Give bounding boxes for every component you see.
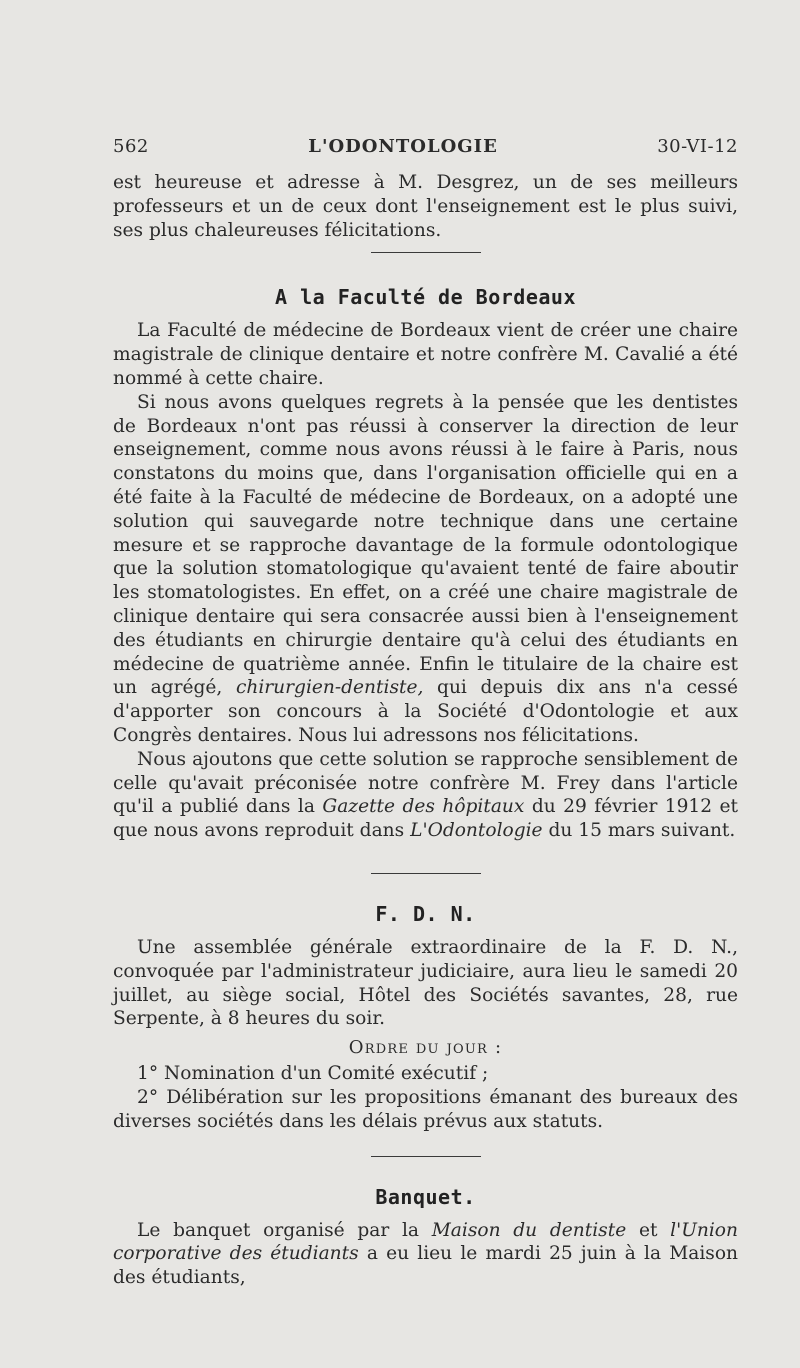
ordre-du-jour-heading: Ordre du jour : [348, 1037, 503, 1059]
banquet-italic-union: l'Union corporative des étudiants [113, 1219, 738, 1265]
bordeaux-p2-italic: chirurgien-dentiste, [235, 677, 424, 699]
bordeaux-p3-text-b: du 29 février 1912 et que nous avons reproduit dans [113, 796, 738, 842]
agenda-item-2: 2° Délibération sur les propositions émanant des bureaux des diverses sociétés dans les délais prévus aux statuts. [113, 1086, 738, 1132]
heading-bordeaux: A la Faculté de Bordeaux [275, 285, 576, 310]
banquet-text-a: Le banquet organisé par la [137, 1219, 420, 1241]
banquet-paragraph [113, 1219, 738, 1290]
bordeaux-p2-text-b: qui depuis dix ans n'a cessé d'apporter son concours à la Société d'Odontologie et aux Congrès dentaires. Nous lui adressons nos félicitations. [113, 677, 738, 746]
bordeaux-p2-text-a: Si nous avons quelques regrets à la pensée que les dentistes de Bordeaux n'ont pas réussi à conserver la direction de leur enseignement, comme nous avons réussi à le faire à Paris, nous constatons du moins que, dans l'organisation officielle qui en a été faite à la Faculté de médecine de Bordeaux, on a adopté une solution qui sauvegarde notre technique dans une certaine mesure et se rapproche davantage de la formule odontologique que la solution stomatologique qu'avaient tenté de faire aboutir les stomatologistes. En effet, on a créé une chaire magistrale de clinique dentaire qui sera consacrée aussi bien à l'enseignement des étudiants en chirurgie dentaire qu'à celui des étudiants en médecine de quatrième année. Enfin le titulaire de la chaire est un agrégé, [113, 391, 738, 699]
running-header [113, 136, 738, 157]
bordeaux-paragraph-3 [113, 748, 738, 843]
heading-fdn: F. D. N. [375, 901, 476, 926]
fdn-paragraph: Une assemblée générale extraordinaire de la F. D. N., convoquée par l'administrateur judiciaire, aura lieu le samedi 20 juillet, au siège social, Hôtel des Sociétés savantes, 28, rue Serpente, à 8 heures du soir. [113, 936, 738, 1030]
bordeaux-p3-text-c: du 15 mars suivant. [548, 820, 736, 842]
agenda-item-1: 1° Nomination d'un Comité exécutif ; [137, 1063, 489, 1085]
journal-title: L'ODONTOLOGIE [308, 136, 498, 157]
bordeaux-p3-text-a: Nous ajoutons que cette solution se rapproche sensiblement de celle qu'avait préconisée notre confrère M. Frey dans l'article qu'il a publié dans la [113, 748, 738, 818]
section-divider [371, 252, 481, 253]
bordeaux-p3-italic-gazette: Gazette des hôpitaux [322, 796, 525, 818]
page-number: 562 [113, 136, 149, 157]
bordeaux-paragraph-1: La Faculté de médecine de Bordeaux vient de créer une chaire magistrale de clinique dentaire et notre confrère M. Cavalié a été nommé à cette chaire. [113, 320, 738, 389]
bordeaux-p3-italic-odontologie: L'Odontologie [410, 820, 543, 842]
banquet-italic-maison: Maison du dentiste [431, 1219, 627, 1241]
issue-date: 30-VI-12 [657, 136, 738, 157]
intro-paragraph: est heureuse et adresse à M. Desgrez, un de ses meilleurs professeurs et un de ceux dont l'enseignement est le plus suivi, ses plus chaleureuses félicitations. [113, 172, 738, 241]
section-divider [371, 1156, 481, 1157]
heading-banquet: Banquet. [375, 1184, 476, 1209]
banquet-text-c: a eu lieu le mardi 25 juin à la Maison des étudiants, [113, 1243, 738, 1289]
banquet-text-b: et [638, 1219, 658, 1241]
section-divider [371, 873, 481, 874]
bordeaux-paragraph-2 [113, 391, 738, 748]
